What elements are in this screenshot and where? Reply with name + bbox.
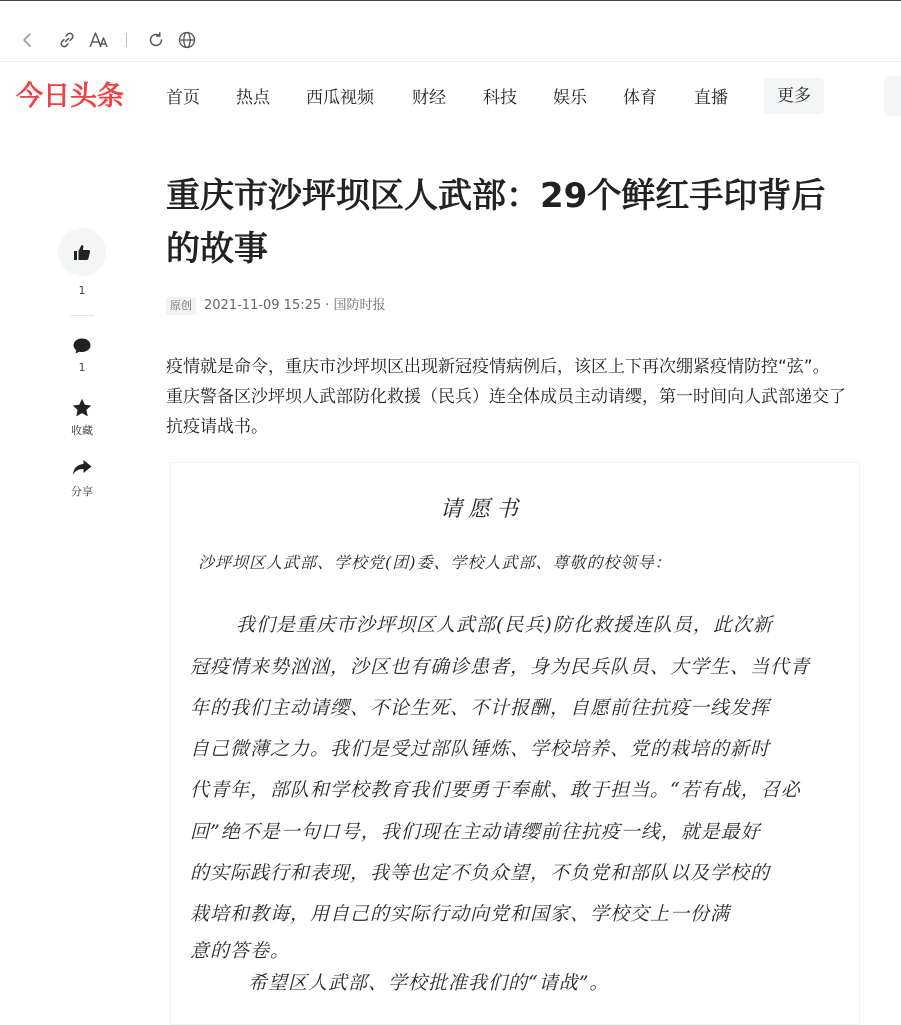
site-logo[interactable]: 今日头条 (16, 81, 124, 112)
article-paragraph: 疫情就是命令，重庆市沙坪坝区出现新冠疫情病例后，该区上下再次绷紧疫情防控“弦”。重庆警备区沙坪坝人武部防化救援（民兵）连全体成员主动请缨，第一时间向人武部递交了抗疫请战书。 (166, 357, 846, 437)
letter-line: 年的我们主动请缨、不论生死、不计报酬，自愿前往抗疫一线发挥 (190, 697, 771, 719)
article-meta (166, 296, 386, 316)
nav-item-finance[interactable]: 财经 (412, 88, 446, 108)
letter-line: 意的答卷。 (190, 940, 291, 962)
letter-title: 请愿书 (440, 497, 525, 522)
letter-line: 冠疫情来势汹汹，沙区也有确诊患者，身为民兵队员、大学生、当代青 (190, 656, 811, 678)
globe-icon[interactable] (176, 29, 198, 51)
comment-icon[interactable] (70, 334, 94, 358)
letter-line: 我们是重庆市沙坪坝区人武部(民兵)防化救援连队员，此次新 (236, 614, 773, 636)
share-icon[interactable] (70, 456, 94, 480)
link-icon[interactable] (56, 29, 78, 51)
nav-item-entertainment[interactable]: 娱乐 (553, 88, 587, 108)
letter-salutation: 沙坪坝区人武部、学校党(团)委、学校人武部、尊敬的校领导： (198, 553, 672, 572)
toolbar-separator (126, 33, 127, 47)
original-badge: 原创 (166, 297, 196, 315)
browser-toolbar (0, 0, 901, 62)
thumbs-up-icon (72, 242, 92, 262)
comment-count: 1 (78, 361, 86, 374)
letter-line: 的实际践行和表现，我等也定不负众望，不负党和部队以及学校的 (190, 862, 771, 884)
nav-item-hot[interactable]: 热点 (236, 88, 270, 108)
nav-item-home[interactable]: 首页 (166, 88, 200, 108)
text-size-icon[interactable] (88, 29, 110, 51)
letter-line: 回”绝不是一句口号，我们现在主动请缨前往抗疫一线，就是最好 (190, 821, 761, 843)
nav-item-live[interactable]: 直播 (694, 88, 728, 108)
nav-item-tech[interactable]: 科技 (483, 88, 517, 108)
like-count: 1 (78, 284, 86, 297)
letter-line: 代青年，部队和学校教育我们要勇于奉献、敢于担当。“若有战，召必 (190, 779, 801, 801)
nav-more-button[interactable]: 更多 (764, 78, 824, 114)
letter-line: 自己微薄之力。我们是受过部队锤炼、学校培养、党的栽培的新时 (190, 738, 771, 760)
side-divider (70, 315, 94, 316)
site-nav (0, 62, 901, 132)
back-icon[interactable] (16, 29, 38, 51)
nav-item-xigua-video[interactable]: 西瓜视频 (306, 88, 374, 108)
share-label[interactable]: 分享 (71, 485, 93, 498)
refresh-icon[interactable] (145, 29, 167, 51)
search-box[interactable] (884, 76, 901, 116)
petition-letter-image (170, 462, 860, 1025)
publish-info: 2021-11-09 15:25 · 国防时报 (204, 298, 386, 313)
like-button[interactable] (58, 228, 106, 276)
article-title: 重庆市沙坪坝区人武部：29个鲜红手印背后的故事 (166, 176, 826, 269)
star-icon[interactable] (70, 396, 94, 420)
favorite-label[interactable]: 收藏 (71, 424, 93, 437)
letter-closing: 希望区人武部、学校批准我们的“请战”。 (248, 972, 610, 994)
letter-line: 栽培和教诲，用自己的实际行动向党和国家、学校交上一份满 (190, 903, 731, 925)
nav-item-sports[interactable]: 体育 (623, 88, 657, 108)
